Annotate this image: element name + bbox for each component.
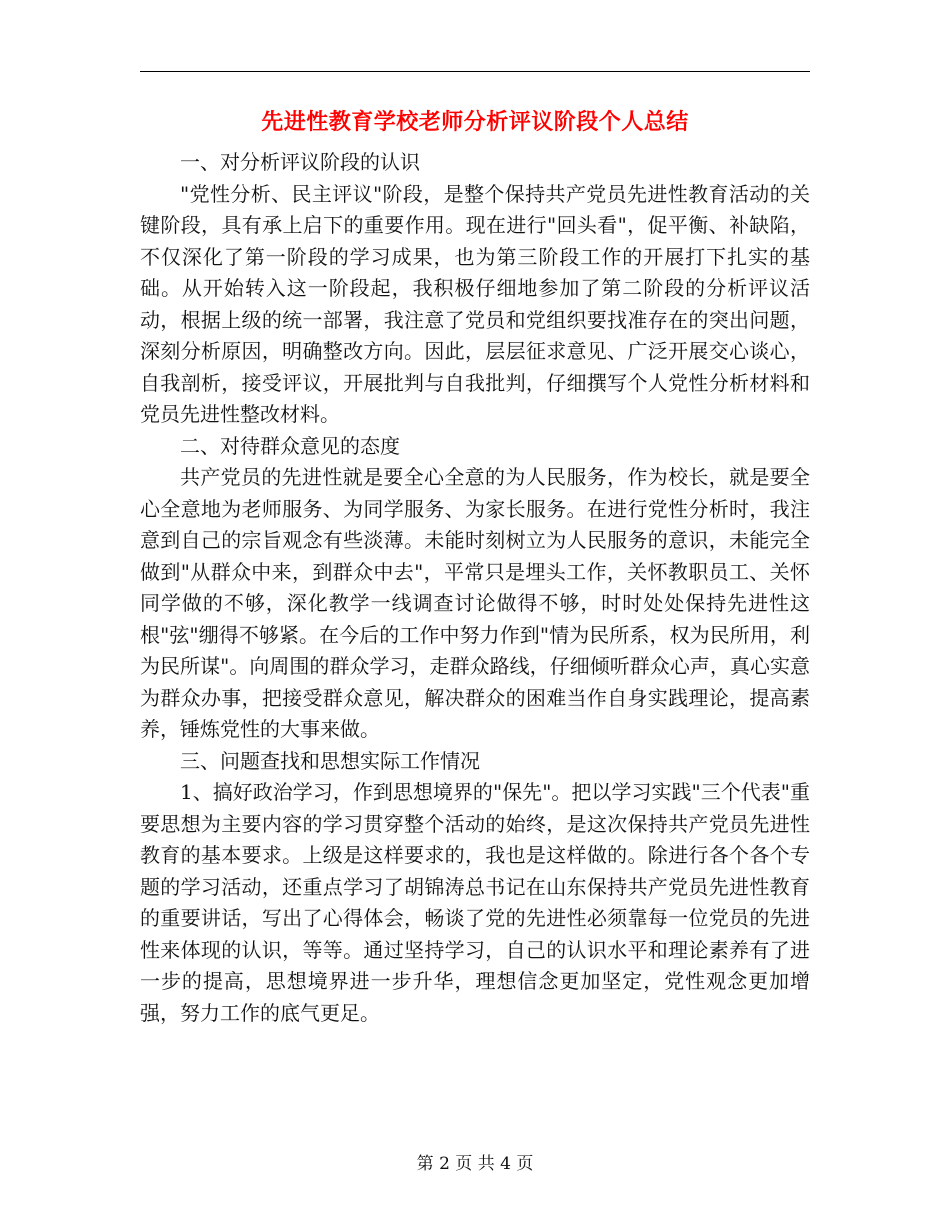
page-number: 第 2 页 共 4 页 (416, 1154, 534, 1174)
document-title: 先进性教育学校老师分析评议阶段个人总结 (261, 109, 689, 135)
section-3-paragraph-1: 1、搞好政治学习，作到思想境界的"保先"。把以学习实践"三个代表"重要思想为主要内容的学习贯穿整个活动的始终，是这次保持共产党员先进性教育的基本要求。上级是这样要求的，我也是这样做的。除进行各个各个专题的学习活动，还重点学习了胡锦涛总书记在山东保持共产党员先进性教育的重要讲话，写出了心得体会，畅谈了党的先进性必须靠每一位党员的先进性来体现的认识，等等。通过坚持学习，自己的认识水平和理论素养有了进一步的提高，思想境界进一步升华，理想信念更加坚定，党性观念更加增强，努力工作的底气更足。 (140, 780, 810, 1025)
section-2-paragraph-1: 共产党员的先进性就是要全心全意的为人民服务，作为校长，就是要全心全意地为老师服务、为同学服务、为家长服务。在进行党性分析时，我注意到自己的宗旨观念有些淡薄。未能时刻树立为人民服务的意识，未能完全做到"从群众中来，到群众中去"，平常只是埋头工作，关怀教职员工、关怀同学做的不够，深化教学一线调查讨论做得不够，时时处处保持先进性这根"弦"绷得不够紧。在今后的工作中努力作到"情为民所系，权为民所用，利为民所谋"。向周围的群众学习，走群众路线，仔细倾听群众心声，真心实意为群众办事，把接受群众意见，解决群众的困难当作自身实践理论，提高素养，锤炼党性的大事来做。 (140, 465, 810, 741)
section-1-paragraph-1: "党性分析、民主评议"阶段，是整个保持共产党员先进性教育活动的关键阶段，具有承上启下的重要作用。现在进行"回头看"，促平衡、补缺陷，不仅深化了第一阶段的学习成果，也为第三阶段工作的开展打下扎实的基础。从开始转入这一阶段起，我积极仔细地参加了第二阶段的分析评议活动，根据上级的统一部署，我注意了党员和党组织要找准存在的突出问题，深刻分析原因，明确整改方向。因此，层层征求意见、广泛开展交心谈心，自我剖析，接受评议，开展批判与自我批判，仔细撰写个人党性分析材料和党员先进性整改材料。 (140, 181, 810, 426)
document-body (140, 147, 810, 1029)
section-heading-2: 二、对待群众意见的态度 (180, 433, 400, 458)
section-heading-3: 三、问题查找和思想实际工作情况 (180, 748, 480, 773)
header-rule (140, 71, 810, 72)
section-heading-1: 一、对分析评议阶段的认识 (180, 150, 420, 174)
